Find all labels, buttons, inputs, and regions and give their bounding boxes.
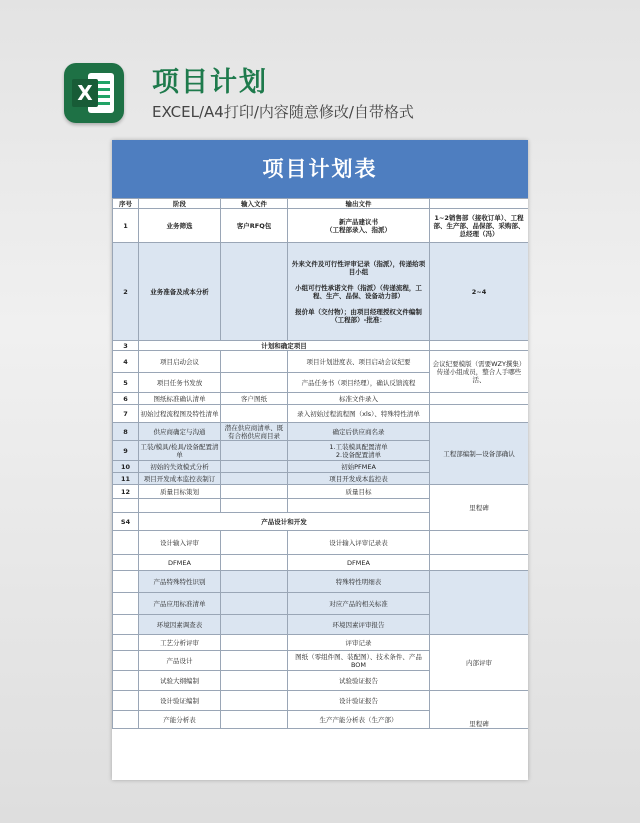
row-input bbox=[221, 593, 288, 615]
row-input bbox=[221, 671, 288, 691]
row-resp: 内部评审 bbox=[430, 635, 529, 691]
row-output: 生产产能分析表（生产部） bbox=[288, 711, 430, 729]
row-output: 特殊特性明细表 bbox=[288, 571, 430, 593]
row-no: S4 bbox=[113, 513, 139, 531]
row-no: 2 bbox=[113, 243, 139, 341]
row-phase: 图纸标准确认清单 bbox=[139, 393, 221, 405]
row-resp: 会议纪要模版（需要WZY撰集）传递小组成员，整合人手哪些活、 bbox=[430, 351, 529, 393]
col-header-no: 序号 bbox=[113, 199, 139, 209]
sheet-title: 项目计划表 bbox=[112, 140, 528, 198]
page-title: 项目计划 bbox=[152, 67, 268, 98]
table-row bbox=[113, 531, 529, 555]
row-input bbox=[221, 441, 288, 461]
table-row bbox=[113, 485, 529, 499]
row-output: 设计验证报告 bbox=[288, 691, 430, 711]
table-row bbox=[113, 571, 529, 593]
row-input bbox=[221, 531, 288, 555]
row-no: 5 bbox=[113, 373, 139, 393]
row-phase: 项目任务书发放 bbox=[139, 373, 221, 393]
row-output: 图纸（零组件图、装配图）、技术条件、产品BOM bbox=[288, 651, 430, 671]
row-output: 环境因素评审报告 bbox=[288, 615, 430, 635]
row-input bbox=[221, 635, 288, 651]
table-row bbox=[113, 691, 529, 711]
col-header-phase: 阶段 bbox=[139, 199, 221, 209]
section-row bbox=[113, 341, 529, 351]
row-output: 产品任务书（项目经理），确认反馈流程 bbox=[288, 373, 430, 393]
row-resp: 里程碑 bbox=[430, 691, 529, 729]
row-input: 潜在供应商清单、既有合格供应商目录 bbox=[221, 423, 288, 441]
section-title: 计划和确定项目 bbox=[139, 341, 430, 351]
row-input: 客户RFQ包 bbox=[221, 209, 288, 243]
row-output: 外来文件及可行性评审记录（指派），传递给项目小组 小组可行性承诺文件（指派）（传递流程，工程、生产、品保、设备动力部） 报价单（交付物）；由项目经理授权文件编制（工程部）-批准： bbox=[288, 243, 430, 341]
row-no: 8 bbox=[113, 423, 139, 441]
table-row bbox=[113, 423, 529, 441]
row-input bbox=[221, 473, 288, 485]
excel-logo-letter: X bbox=[72, 79, 98, 107]
row-output: 初始PFMEA bbox=[288, 461, 430, 473]
row-output: 确定后供应商名录 bbox=[288, 423, 430, 441]
col-header-resp bbox=[430, 199, 529, 209]
table-row bbox=[113, 405, 529, 423]
row-phase: 试验大纲编制 bbox=[139, 671, 221, 691]
row-output: 试验验证报告 bbox=[288, 671, 430, 691]
row-output: 设计输入评审记录表 bbox=[288, 531, 430, 555]
row-output: 1.工装模具配置清单 2.设备配置清单 bbox=[288, 441, 430, 461]
row-phase: 设计输入评审 bbox=[139, 531, 221, 555]
row-phase: 设计验证编制 bbox=[139, 691, 221, 711]
row-input bbox=[221, 615, 288, 635]
row-input bbox=[221, 373, 288, 393]
row-phase: 工艺分析评审 bbox=[139, 635, 221, 651]
row-output: 录入初始过程流程图（xls）、特殊特性清单 bbox=[288, 405, 430, 423]
row-resp: 2~4 bbox=[430, 243, 529, 341]
row-no: 6 bbox=[113, 393, 139, 405]
row-output: 新产品建议书 （工程部录入、指派） bbox=[288, 209, 430, 243]
row-no: 3 bbox=[113, 341, 139, 351]
row-output: DFMEA bbox=[288, 555, 430, 571]
row-phase: 产品特殊特性识别 bbox=[139, 571, 221, 593]
col-header-output: 输出文件 bbox=[288, 199, 430, 209]
row-no: 7 bbox=[113, 405, 139, 423]
row-input: 客户图纸 bbox=[221, 393, 288, 405]
row-phase: 产能分析表 bbox=[139, 711, 221, 729]
row-phase: 工装/模具/检具/设备配置清单 bbox=[140, 442, 219, 459]
spreadsheet-preview bbox=[112, 140, 528, 780]
row-input bbox=[221, 555, 288, 571]
row-phase: 业务准备及成本分析 bbox=[139, 243, 221, 341]
row-resp: 里程碑 bbox=[430, 485, 529, 531]
row-resp: 1~2销售部（接收订单）、工程部、生产部、品保部、采购部、总经理（冯） bbox=[430, 209, 529, 243]
row-input bbox=[221, 243, 288, 341]
row-phase: 供应商确定与沟通 bbox=[139, 423, 221, 441]
row-phase: 环境因素调查表 bbox=[139, 615, 221, 635]
table-row bbox=[113, 555, 529, 571]
row-input bbox=[221, 571, 288, 593]
plan-table bbox=[112, 198, 528, 729]
row-phase: 业务筛选 bbox=[139, 209, 221, 243]
section-title: 产品设计和开发 bbox=[139, 513, 430, 531]
row-no: 10 bbox=[113, 461, 139, 473]
row-input bbox=[221, 405, 288, 423]
row-input bbox=[221, 711, 288, 729]
row-phase: 产品设计 bbox=[139, 651, 221, 671]
table-header-row bbox=[113, 199, 529, 209]
row-resp: 工程部编制—设备部确认 bbox=[430, 423, 529, 485]
row-output: 评审记录 bbox=[288, 635, 430, 651]
row-input bbox=[221, 651, 288, 671]
row-phase: 项目启动会议 bbox=[139, 351, 221, 373]
row-input bbox=[221, 485, 288, 499]
row-phase: DFMEA bbox=[139, 555, 221, 571]
row-no: 11 bbox=[113, 473, 139, 485]
table-row bbox=[113, 635, 529, 651]
row-phase: 产品应用标准清单 bbox=[139, 593, 221, 615]
row-output: 对应产品的相关标准 bbox=[288, 593, 430, 615]
row-output: 标准文件录入 bbox=[288, 393, 430, 405]
table-row bbox=[113, 243, 529, 341]
row-no: 4 bbox=[113, 351, 139, 373]
table-row bbox=[113, 209, 529, 243]
row-output: 项目计划进度表、项目启动会议纪要 bbox=[288, 351, 430, 373]
row-phase: 质量目标策划 bbox=[139, 485, 221, 499]
page-subtitle: EXCEL/A4打印/内容随意修改/自带格式 bbox=[152, 103, 414, 121]
row-input bbox=[221, 461, 288, 473]
col-header-input: 输入文件 bbox=[221, 199, 288, 209]
table-row bbox=[113, 351, 529, 373]
excel-logo-icon bbox=[64, 63, 124, 123]
row-phase: 初始的失效模式分析 bbox=[139, 461, 221, 473]
row-no: 9 bbox=[113, 441, 139, 461]
row-output: 质量目标 bbox=[288, 485, 430, 499]
row-no: 12 bbox=[113, 485, 139, 499]
row-output: 项目开发成本监控表 bbox=[288, 473, 430, 485]
row-no: 1 bbox=[113, 209, 139, 243]
table-row bbox=[113, 393, 529, 405]
row-phase: 项目开发成本监控表制订 bbox=[139, 473, 221, 485]
row-phase: 初始过程流程图及特性清单 bbox=[139, 405, 221, 423]
row-input bbox=[221, 351, 288, 373]
row-input bbox=[221, 691, 288, 711]
